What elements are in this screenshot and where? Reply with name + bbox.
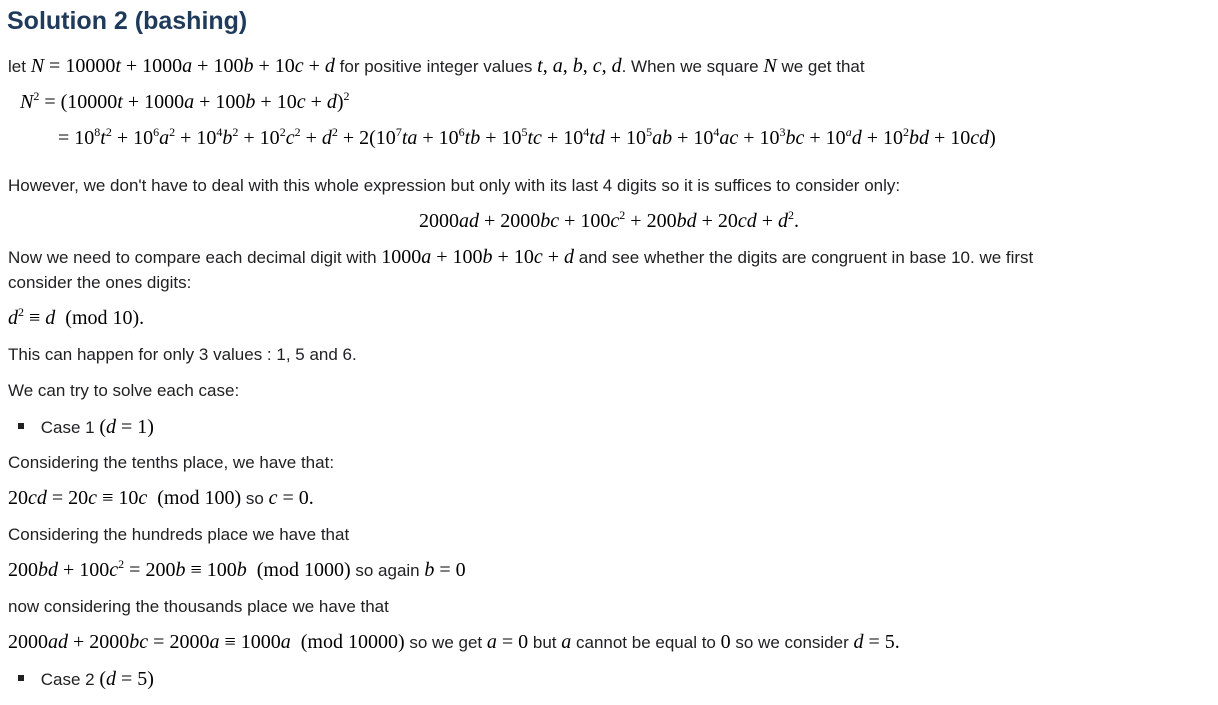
math-d-equals-5-case: (d = 5) xyxy=(99,668,154,690)
equation-last-four-digits: $2000ad + 2000bc + 100c^2 + 200bd + 20cd + d^2$. xyxy=(418,208,800,232)
however-paragraph: However, we don't have to deal with this whole expression but only with its last 4 digits so it is suffices to consider only: xyxy=(8,176,901,195)
intro-paragraph xyxy=(8,54,865,79)
equation-ones-digit: $d^2 \equiv d$ (mod 10). xyxy=(8,305,145,329)
tenths-text: Considering the tenths place, we have that: xyxy=(8,453,335,472)
section-heading: Solution 2 (bashing) xyxy=(7,7,248,35)
equation-expansion: = $10^8t^2 + 10^6a^2 + 10^4b^2 + 10^2c^2 + d^2 + 2(10^7ta + 10^6tb + 10^5tc + 10^4td + 10^5ab + 10^4ac + 10^3bc + 10^ad + 10^2bd + 10cd)$ xyxy=(58,125,996,149)
math-n-definition: N = 10000t + 1000a + 100b + 10c + d xyxy=(30,55,335,77)
text-compare: Now we need to compare each decimal digit with xyxy=(8,248,377,267)
tenths-equation-line xyxy=(8,486,314,511)
text-cannot-equal: cannot be equal to xyxy=(575,633,716,652)
text-congruent: and see whether the digits are congruent in base 10. we first xyxy=(578,248,1034,267)
thousands-text: now considering the thousands place we have that xyxy=(8,597,389,616)
math-n: N xyxy=(763,55,777,77)
math-b-equals-0: b = 0 xyxy=(424,559,466,581)
case-1-label: Case 1 xyxy=(40,418,95,437)
math-variables: t, a, b, c, d xyxy=(537,55,622,77)
math-zero: 0 xyxy=(720,631,731,653)
three-values-text: This can happen for only 3 values : 1, 5 and 6. xyxy=(8,345,357,364)
compare-paragraph-cont: consider the ones digits: xyxy=(8,273,192,292)
try-each-text: We can try to solve each case: xyxy=(8,381,240,400)
compare-paragraph xyxy=(8,245,1033,270)
math-c-equals-0: c = 0. xyxy=(268,487,314,509)
text-we-get-that: we get that xyxy=(781,57,865,76)
math-hundreds-congruence: $200bd + 100c^2 = 200b \equiv 100b$ (mod 1000) xyxy=(8,557,351,581)
math-a-equals-0: a = 0 xyxy=(486,631,529,653)
thousands-equation-line xyxy=(8,630,900,655)
hundreds-text: Considering the hundreds place we have that xyxy=(8,525,350,544)
text-so: so xyxy=(245,489,264,508)
math-tenths-congruence: 20cd = 20c ≡ 10c (mod 100) xyxy=(8,487,242,509)
hundreds-equation-line xyxy=(8,558,466,583)
math-digit-sum: 1000a + 100b + 10c + d xyxy=(381,246,574,268)
math-thousands-congruence: 2000ad + 2000bc = 2000a ≡ 1000a (mod 10000) xyxy=(8,631,405,653)
equation-n-squared: $N^2 = (10000t + 1000a + 100b + 10c + d)^2$ xyxy=(20,89,350,113)
text-so-we-get: so we get xyxy=(409,633,483,652)
text-positive-integers: for positive integer values xyxy=(339,57,533,76)
math-d-equals-1: (d = 1) xyxy=(99,416,154,438)
case-2-bullet xyxy=(18,667,154,692)
case-2-label: Case 2 xyxy=(40,670,95,689)
text-so-we-consider: so we consider xyxy=(735,633,849,652)
text-when-square: . When we square xyxy=(621,57,759,76)
math-a: a xyxy=(561,631,572,653)
text-so-again: so again xyxy=(355,561,420,580)
math-d-equals-5: d = 5. xyxy=(853,631,900,653)
case-1-bullet xyxy=(18,415,154,440)
text-let: let xyxy=(8,57,26,76)
text-but: but xyxy=(532,633,557,652)
